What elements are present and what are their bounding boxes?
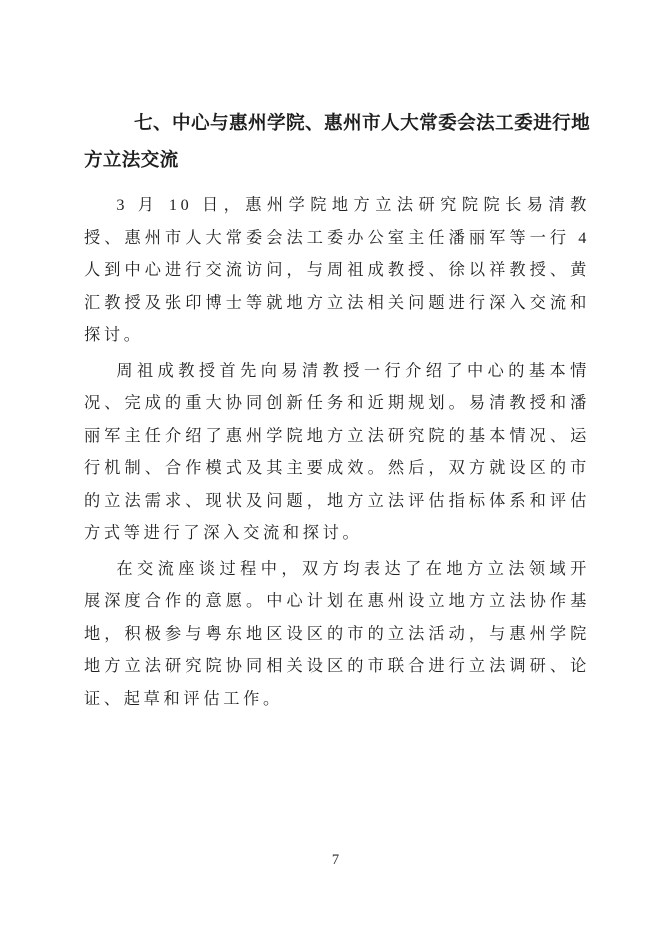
page-number: 7 <box>331 852 340 868</box>
paragraph-3: 在交流座谈过程中，双方均表达了在地方立法领域开展深度合作的意愿。中心计划在惠州设立地方立法协作基地，积极参与粤东地区设区的市的立法活动，与惠州学院地方立法研究院协同相关设区的市联合进行立法调研、论证、起草和评估工作。 <box>84 559 590 708</box>
section-heading: 七、中心与惠州学院、惠州市人大常委会法工委进行地方立法交流 <box>84 112 590 170</box>
document-body <box>84 0 590 718</box>
paragraph-2: 周祖成教授首先向易清教授一行介绍了中心的基本情况、完成的重大协同创新任务和近期规划。易清教授和潘丽军主任介绍了惠州学院地方立法研究院的基本情况、运行机制、合作模式及其主要成效。然后，双方就设区的市的立法需求、现状及问题，地方立法评估指标体系和评估方式等进行了深入交流和探讨。 <box>84 361 590 542</box>
page-footer <box>0 851 671 869</box>
paragraph-1: 3 月 10 日，惠州学院地方立法研究院院长易清教授、惠州市人大常委会法工委办公室主任潘丽军等一行 4 人到中心进行交流访问，与周祖成教授、徐以祥教授、黄汇教授及张印博士等就地方立法相关问题进行深入交流和探讨。 <box>84 196 590 344</box>
